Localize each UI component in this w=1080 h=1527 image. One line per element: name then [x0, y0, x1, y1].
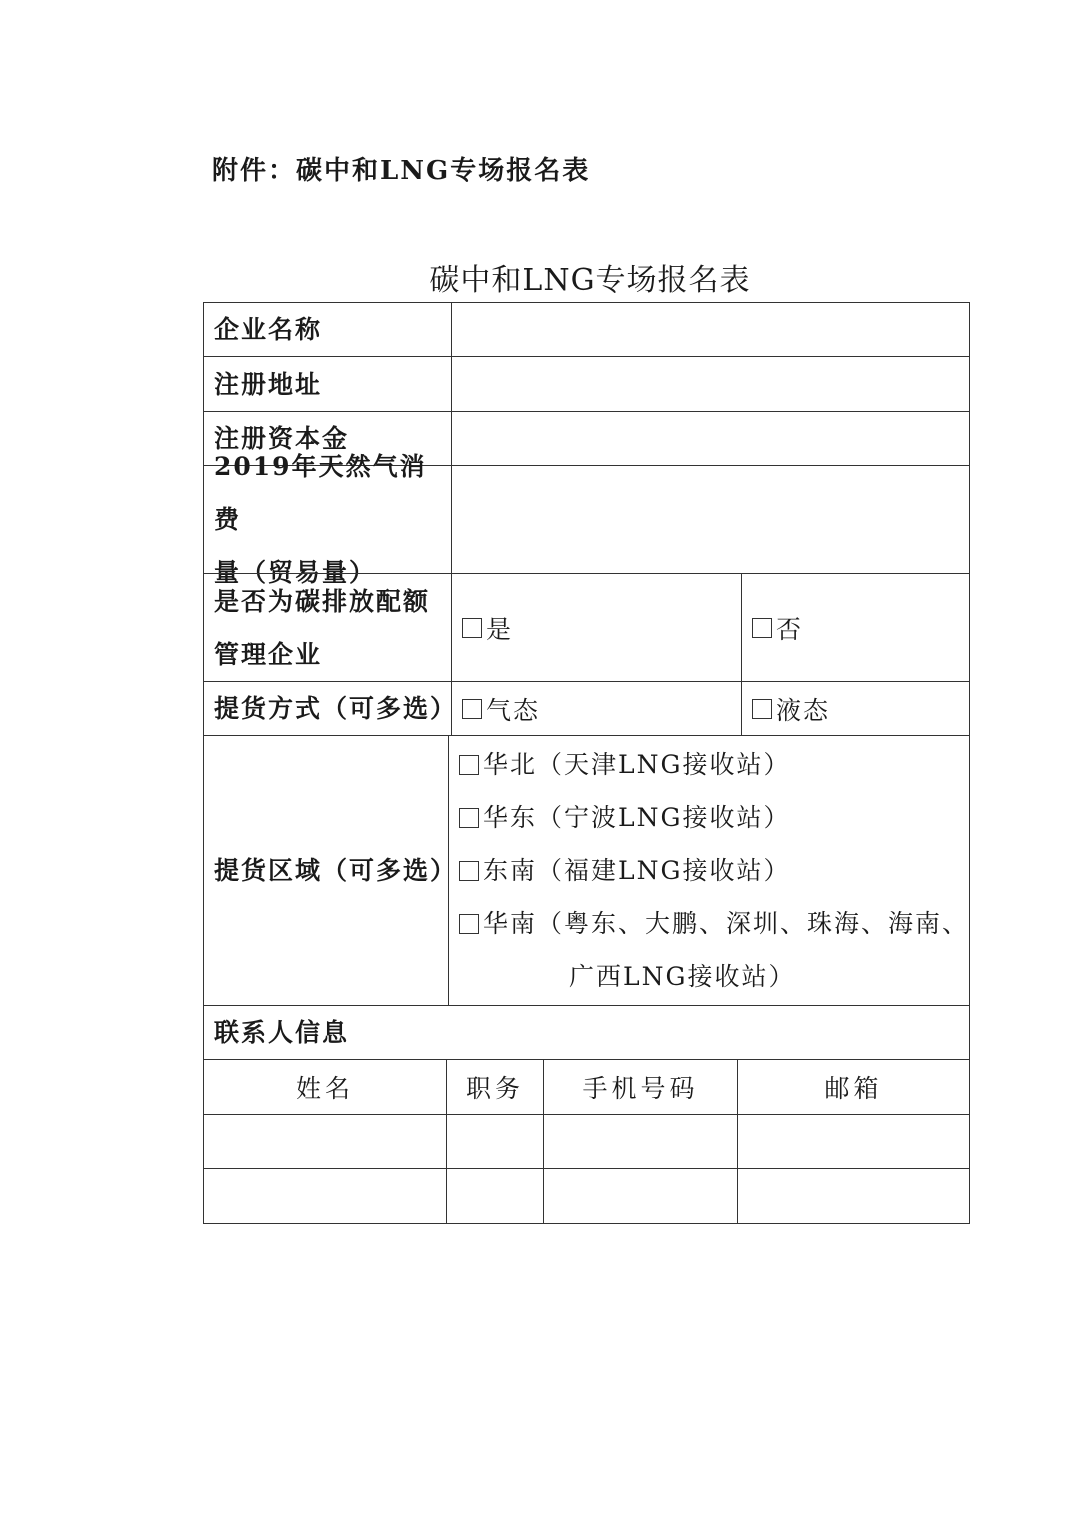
contact-phone-field[interactable] — [543, 1169, 737, 1223]
row-carbon-quota — [203, 573, 970, 681]
reg-address-label: 注册地址 — [214, 369, 323, 399]
contact-row — [203, 1114, 970, 1168]
region-north-checkbox[interactable] — [459, 755, 479, 775]
region-option-east[interactable] — [459, 791, 790, 844]
gas-consumption-label — [204, 452, 451, 587]
method-liquid-checkbox[interactable] — [752, 699, 772, 719]
row-delivery-method — [203, 681, 970, 735]
quota-yes-label: 是 — [486, 614, 514, 644]
row-company-name — [203, 302, 970, 356]
region-southeast-checkbox[interactable] — [459, 861, 479, 881]
contact-phone-field[interactable] — [543, 1115, 737, 1168]
carbon-quota-label-line2: 管理企业 — [214, 639, 323, 669]
reg-capital-label: 注册资本金 — [214, 424, 350, 453]
row-reg-address — [203, 356, 970, 411]
contact-title-field[interactable] — [446, 1115, 543, 1168]
reg-address-field[interactable] — [451, 357, 969, 411]
method-liquid-label: 液态 — [776, 695, 831, 725]
company-name-field[interactable] — [451, 303, 969, 356]
gas-consumption-field[interactable] — [451, 466, 969, 573]
reg-capital-field[interactable] — [451, 412, 969, 465]
quota-no-label: 否 — [776, 614, 804, 644]
method-gas-checkbox[interactable] — [462, 699, 482, 719]
contact-info-label: 联系人信息 — [214, 1018, 350, 1047]
region-south-continuation: 广西LNG接收站） — [569, 962, 796, 991]
contact-row — [203, 1168, 970, 1224]
region-south-checkbox[interactable] — [459, 914, 479, 934]
company-name-label: 企业名称 — [214, 315, 323, 344]
region-option-southeast[interactable] — [459, 844, 790, 897]
row-gas-consumption — [203, 452, 970, 587]
row-contact-heading — [203, 1005, 970, 1059]
method-gas-label: 气态 — [486, 695, 541, 725]
gas-consumption-label-line1: 2019年天然气消费 — [214, 452, 427, 534]
contact-title-field[interactable] — [446, 1169, 543, 1223]
region-option-north[interactable] — [459, 738, 790, 791]
contact-name-field[interactable] — [204, 1169, 446, 1223]
contact-header-name: 姓名 — [295, 1074, 354, 1103]
attachment-heading: 附件：碳中和LNG专场报名表 — [212, 156, 591, 186]
quota-no-checkbox[interactable] — [752, 618, 772, 638]
row-contact-headers — [203, 1059, 970, 1114]
carbon-quota-label-line1: 是否为碳排放配额 — [214, 586, 431, 616]
region-options — [448, 736, 969, 1005]
region-east-label: 华东（宁波LNG接收站） — [483, 803, 791, 832]
quota-no-option[interactable] — [741, 574, 969, 681]
delivery-region-label: 提货区域（可多选） — [214, 856, 458, 885]
contact-header-phone: 手机号码 — [543, 1060, 737, 1114]
quota-yes-option[interactable] — [451, 574, 741, 681]
contact-header-email: 邮箱 — [737, 1060, 969, 1114]
contact-email-field[interactable] — [737, 1115, 969, 1168]
method-gas-option[interactable] — [451, 682, 741, 735]
row-delivery-region — [203, 735, 970, 1005]
gas-consumption-label-line2: 量（贸易量） — [214, 558, 377, 587]
contact-name-field[interactable] — [204, 1115, 446, 1168]
region-north-label: 华北（天津LNG接收站） — [483, 750, 791, 779]
region-east-checkbox[interactable] — [459, 808, 479, 828]
carbon-quota-label — [204, 574, 451, 681]
quota-yes-checkbox[interactable] — [462, 618, 482, 638]
contact-header-title: 职务 — [446, 1060, 543, 1114]
region-south-label: 华南（粤东、大鹏、深圳、珠海、海南、 — [483, 909, 970, 938]
region-option-south[interactable] — [459, 897, 969, 950]
contact-email-field[interactable] — [737, 1169, 969, 1223]
form-title: 碳中和LNG专场报名表 — [429, 263, 751, 298]
delivery-method-label: 提货方式（可多选） — [214, 694, 458, 723]
method-liquid-option[interactable] — [741, 682, 969, 735]
region-southeast-label: 东南（福建LNG接收站） — [483, 856, 791, 885]
